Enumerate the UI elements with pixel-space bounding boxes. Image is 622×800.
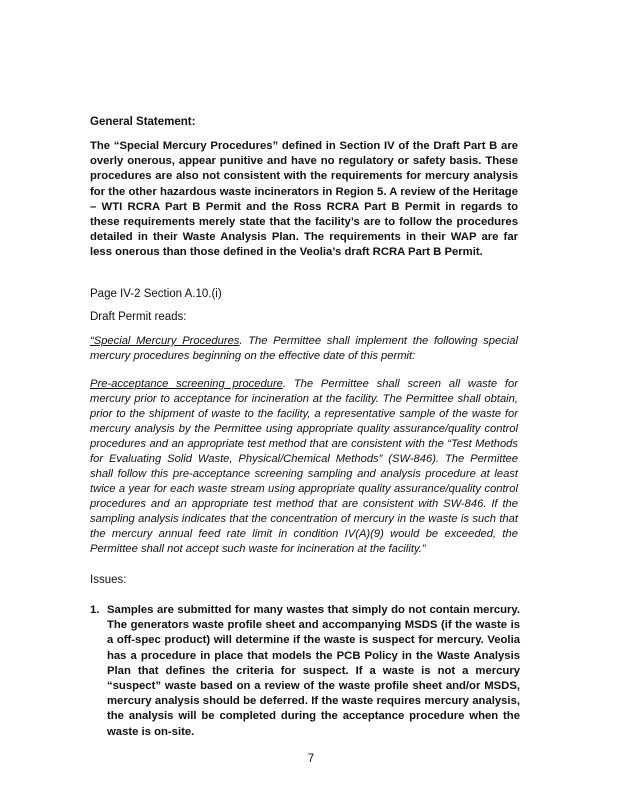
quote-lead-underlined: Pre-acceptance screening procedure bbox=[90, 378, 283, 390]
page-number: 7 bbox=[307, 753, 315, 765]
general-statement-paragraph: The “Special Mercury Procedures” defined in Section IV of the Draft Part B are overly onerous, appear punitive and have no regulatory or safety basis. These procedures are also not consistent with the requirements for mercury analysis for the other hazardous waste incinerators in Region 5. A review of the Heritage – WTI RCRA Part B Permit and the Ross RCRA Part B Permit in regards to these requirements merely state that the facility’s are to follow the procedures detailed in their Waste Analysis Plan. The requirements in their WAP are far less onerous than those defined in the Veolia’s draft RCRA Part B Permit. bbox=[90, 140, 518, 259]
issue-number: 1. bbox=[90, 604, 100, 616]
section-reference: Page IV-2 Section A.10.(i) bbox=[90, 288, 222, 300]
issues-heading: Issues: bbox=[90, 574, 127, 586]
issue-text: Samples are submitted for many wastes that simply do not contain mercury. The generators waste profile sheet and accompanying MSDS (if the waste is a off-spec product) will determine if the waste is suspect for mercury. Veolia has a procedure in place that models the PCB Policy in the Waste Analysis Plan that defines the criteria for suspect. If a waste is not a mercury “suspect” waste based on a review of the waste profile sheet and/or MSDS, mercury analysis should be deferred. If the waste requires mercury analysis, the analysis will be completed during the acceptance procedure when the waste is on-site. bbox=[107, 604, 520, 738]
quote-body: . The Permittee shall implement the following special mercury procedures beginning on the effective date of this permit: bbox=[90, 335, 518, 362]
quote-lead-underlined: “Special Mercury Procedures bbox=[90, 335, 240, 347]
quote-pre-acceptance-screening bbox=[90, 377, 518, 557]
draft-permit-reads-label: Draft Permit reads: bbox=[90, 311, 187, 323]
quote-special-mercury-procedures bbox=[90, 334, 518, 364]
general-statement-heading: General Statement: bbox=[90, 116, 196, 128]
quote-body: . The Permittee shall screen all waste for mercury prior to acceptance for incineration at the facility. The Permittee shall obtain, prior to the shipment of waste to the facility, a representative sample of the waste for mercury analysis by the Permittee using appropriate quality assurance/quality control procedures and an appropriate test method that are consistent with the “Test Methods for Evaluating Solid Waste, Physical/Chemical Methods” (SW-846). The Permittee shall follow this pre-acceptance screening sampling and analysis procedure at least twice a year for each waste stream using appropriate quality assurance/quality control procedures and an appropriate test method that are consistent with SW-846. If the sampling analysis indicates that the concentration of mercury in the waste is such that the mercury annual feed rate limit in condition IV(A)(9) would be exceeded, the Permittee shall not accept such waste for incineration at the facility.” bbox=[90, 378, 518, 555]
